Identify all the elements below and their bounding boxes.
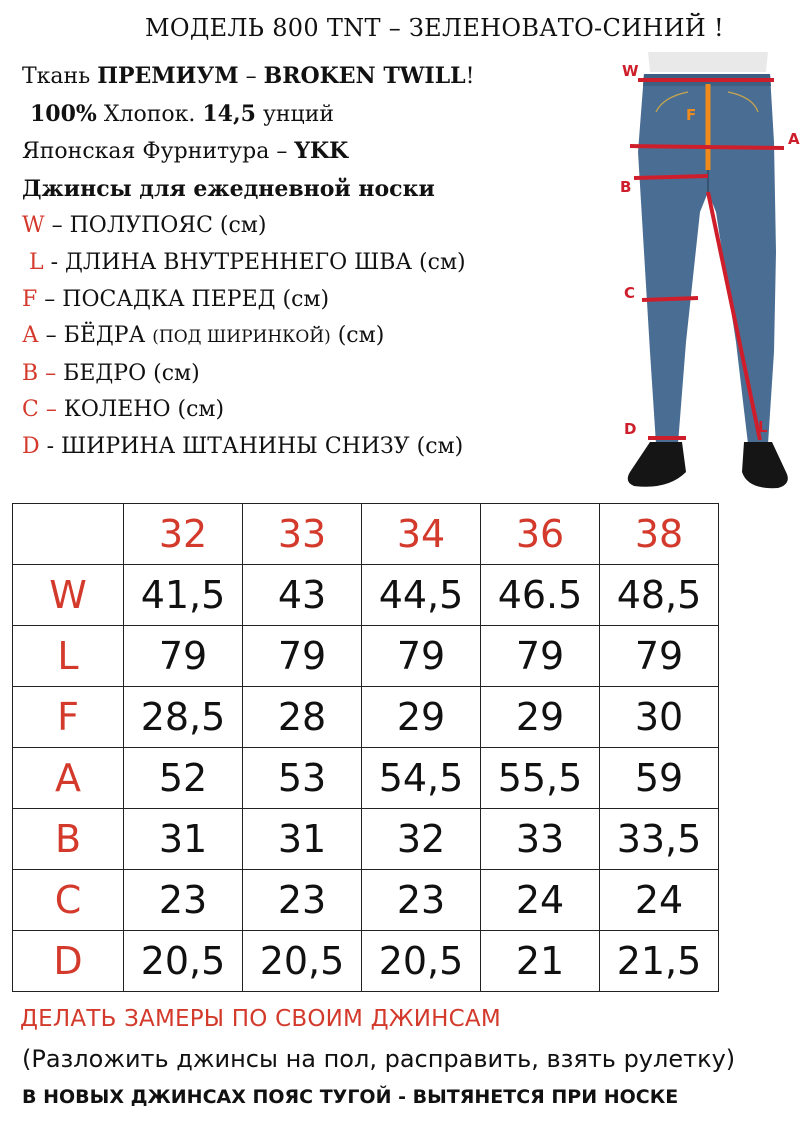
measure-value-cell: 55,5	[481, 748, 600, 809]
legend-item-b	[22, 356, 474, 393]
measure-label-cell: D	[13, 931, 124, 992]
label-d: D	[624, 420, 637, 438]
legend-item-w	[22, 208, 474, 245]
measure-value-cell: 21	[481, 931, 600, 992]
legend-text: – ПОЛУПОЯС (см)	[44, 213, 267, 239]
legend-text: БЕДРО (см)	[56, 360, 200, 386]
measure-value-cell: 30	[600, 687, 719, 748]
measure-value-cell: 23	[124, 870, 243, 931]
measure-value-cell: 41,5	[124, 565, 243, 626]
measure-value-cell: 20,5	[362, 931, 481, 992]
table-row	[13, 687, 719, 748]
size-header-cell: 36	[481, 504, 600, 565]
size-header-cell: 33	[243, 504, 362, 565]
page-title: МОДЕЛЬ 800 TNT – ЗЕЛЕНОВАТО-СИНИЙ !	[145, 14, 724, 42]
measure-value-cell: 79	[600, 626, 719, 687]
legend-item-a	[22, 318, 474, 356]
measure-label-cell: L	[13, 626, 124, 687]
measure-b-line	[634, 176, 708, 178]
measure-value-cell: 29	[362, 687, 481, 748]
legend-text: - ДЛИНА ВНУТРЕННЕГО ШВА (см)	[43, 249, 466, 275]
measure-value-cell: 79	[481, 626, 600, 687]
size-header-cell: 32	[124, 504, 243, 565]
measure-value-cell: 23	[362, 870, 481, 931]
hardware-brand: YKK	[294, 138, 349, 165]
legend-text: – БЁДРА	[38, 323, 153, 349]
hardware-text: Японская Фурнитура –	[22, 139, 295, 165]
measure-value-cell: 32	[362, 809, 481, 870]
measure-value-cell: 44,5	[362, 565, 481, 626]
label-w: W	[622, 62, 639, 80]
size-header-cell: 34	[362, 504, 481, 565]
legend-text: - ШИРИНА ШТАНИНЫ СНИЗУ (см)	[39, 433, 464, 459]
left-shoe	[628, 442, 686, 487]
measure-value-cell: 33,5	[600, 809, 719, 870]
legend-item-c	[22, 392, 474, 429]
measure-value-cell: 28,5	[124, 687, 243, 748]
fabric-end: !	[465, 64, 475, 89]
measure-label-cell: B	[13, 809, 124, 870]
legend-letter: А	[22, 323, 39, 349]
size-table	[12, 503, 719, 992]
legend-item-d	[22, 429, 474, 466]
cotton-line	[22, 96, 474, 134]
cotton-text: Хлопок.	[96, 101, 203, 127]
size-header-row	[13, 504, 719, 565]
measure-label-cell: F	[13, 687, 124, 748]
fabric-prefix: Ткань	[22, 64, 98, 89]
fabric-dash: –	[238, 64, 264, 89]
weight-unit: унций	[255, 101, 335, 127]
table-corner-cell	[13, 504, 124, 565]
legend-item-l	[22, 245, 474, 282]
hardware-line	[22, 133, 474, 171]
legend-letter: F	[22, 286, 38, 312]
waist-note: В НОВЫХ ДЖИНСАХ ПОЯС ТУГОЙ - ВЫТЯНЕТСЯ ПРИ НОСКЕ	[22, 1086, 679, 1108]
measure-note: ДЕЛАТЬ ЗАМЕРЫ ПО СВОИМ ДЖИНСАМ	[20, 1006, 501, 1032]
size-header-cell: 38	[600, 504, 719, 565]
legend-text: – ПОСАДКА ПЕРЕД (см)	[37, 286, 330, 312]
measure-value-cell: 79	[124, 626, 243, 687]
measure-value-cell: 31	[243, 809, 362, 870]
measure-value-cell: 79	[362, 626, 481, 687]
legend-small: (ПОД ШИРИНКОЙ)	[152, 327, 331, 348]
measure-value-cell: 28	[243, 687, 362, 748]
legend-letter: D	[22, 433, 40, 459]
measure-value-cell: 54,5	[362, 748, 481, 809]
legend-letter: В –	[22, 360, 57, 386]
measure-label-cell: C	[13, 870, 124, 931]
legend-item-f	[22, 282, 474, 319]
measure-value-cell: 79	[243, 626, 362, 687]
measure-value-cell: 21,5	[600, 931, 719, 992]
cotton-percent: 100%	[30, 100, 97, 127]
legend-letter: W	[22, 213, 45, 239]
measure-label-cell: W	[13, 565, 124, 626]
measure-value-cell: 23	[243, 870, 362, 931]
measure-value-cell: 46.5	[481, 565, 600, 626]
measure-value-cell: 20,5	[243, 931, 362, 992]
daily-wear-text: Джинсы для ежедневной носки	[22, 175, 435, 202]
measure-a-line	[630, 146, 784, 148]
measure-value-cell: 24	[481, 870, 600, 931]
table-row	[13, 931, 719, 992]
label-f: F	[686, 106, 697, 124]
measure-value-cell: 20,5	[124, 931, 243, 992]
right-shoe	[742, 442, 788, 488]
weight-value: 14,5	[202, 100, 256, 127]
jeans-measurement-illustration	[608, 52, 808, 497]
measure-c-line	[642, 298, 698, 300]
measure-value-cell: 48,5	[600, 565, 719, 626]
label-a: A	[788, 130, 800, 148]
label-l: L	[758, 418, 768, 436]
measure-value-cell: 29	[481, 687, 600, 748]
measure-value-cell: 43	[243, 565, 362, 626]
label-b: B	[620, 178, 632, 196]
label-c: C	[624, 284, 636, 302]
legend-letter: С –	[22, 397, 57, 423]
instruction-note: (Разложить джинсы на пол, расправить, взять рулетку)	[22, 1045, 736, 1073]
product-specs	[22, 58, 474, 466]
measure-value-cell: 59	[600, 748, 719, 809]
legend-text: КОЛЕНО (см)	[56, 397, 225, 423]
daily-wear-line	[22, 171, 474, 209]
measure-value-cell: 24	[600, 870, 719, 931]
table-row	[13, 809, 719, 870]
measure-value-cell: 53	[243, 748, 362, 809]
measure-value-cell: 33	[481, 809, 600, 870]
fabric-premium: ПРЕМИУМ	[97, 63, 239, 89]
legend-letter: L	[22, 249, 44, 275]
fabric-line	[22, 58, 474, 96]
table-row	[13, 870, 719, 931]
fabric-twill: BROKEN TWILL	[263, 63, 466, 89]
table-row	[13, 565, 719, 626]
table-row	[13, 748, 719, 809]
measure-value-cell: 52	[124, 748, 243, 809]
measure-label-cell: A	[13, 748, 124, 809]
legend-tail: (см)	[330, 323, 385, 349]
measure-value-cell: 31	[124, 809, 243, 870]
table-row	[13, 626, 719, 687]
